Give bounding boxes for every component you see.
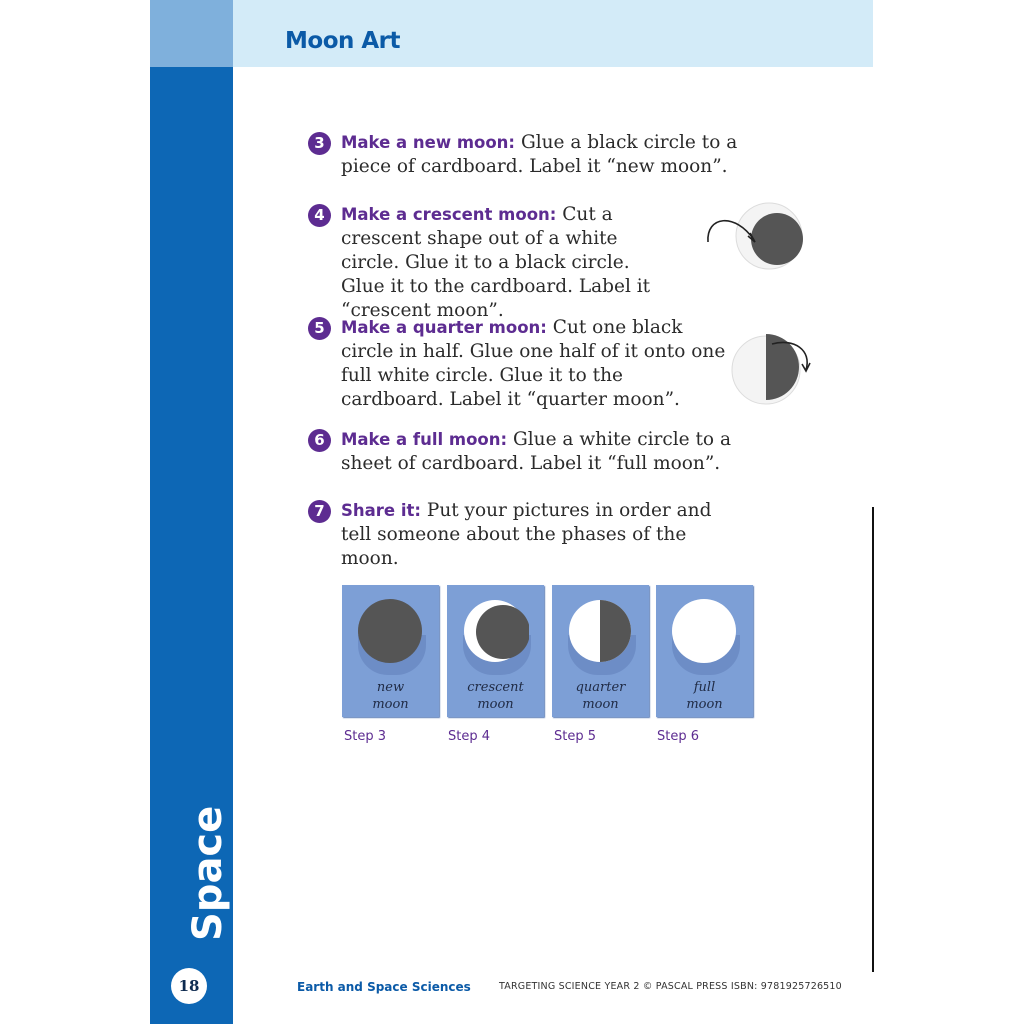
quarter-illustration bbox=[728, 330, 818, 412]
full-moon-disc bbox=[672, 599, 736, 663]
moon-card-new bbox=[342, 585, 439, 717]
label-line: moon bbox=[686, 697, 723, 712]
label-line: crescent bbox=[467, 680, 524, 695]
step-lead: Make a new moon: bbox=[341, 133, 516, 152]
crescent-moon-disc bbox=[463, 599, 529, 665]
moon-card-full bbox=[656, 585, 753, 717]
label-line: quarter bbox=[575, 680, 626, 695]
step-3 bbox=[308, 131, 738, 179]
label-line: new bbox=[376, 680, 405, 695]
crescent-illustration bbox=[700, 196, 810, 278]
step-number: 6 bbox=[308, 429, 331, 452]
label-line: moon bbox=[372, 697, 409, 712]
step-5 bbox=[308, 316, 728, 412]
step-text: Cut one black circle in half. Glue one half of it onto one full white circle. Glue it to the cardboard. Label it “quarter moon”. bbox=[341, 317, 726, 410]
quarter-moon-disc bbox=[568, 599, 634, 665]
caption-step-3: Step 3 bbox=[344, 729, 387, 744]
step-7 bbox=[308, 499, 738, 571]
step-number: 4 bbox=[308, 204, 331, 227]
footer-credit: TARGETING SCIENCE YEAR 2 © PASCAL PRESS ISBN: 9781925726510 bbox=[499, 981, 842, 992]
label-line: moon bbox=[477, 697, 514, 712]
card-label bbox=[552, 679, 649, 713]
step-text: Glue a black circle to a piece of cardboard. Label it “new moon”. bbox=[341, 132, 738, 177]
step-lead: Make a full moon: bbox=[341, 430, 508, 449]
step-text: Put your pictures in order and tell someone about the phases of the moon. bbox=[341, 500, 712, 569]
new-moon-disc bbox=[358, 599, 422, 663]
step-lead: Share it: bbox=[341, 501, 421, 520]
card-label bbox=[342, 679, 439, 713]
caption-step-6: Step 6 bbox=[657, 729, 700, 744]
step-6 bbox=[308, 428, 738, 476]
page-edge-line bbox=[872, 507, 874, 972]
footer-subject: Earth and Space Sciences bbox=[297, 980, 471, 994]
step-number: 3 bbox=[308, 132, 331, 155]
label-line: full bbox=[693, 680, 716, 695]
black-circle bbox=[476, 605, 529, 659]
black-circle bbox=[751, 213, 803, 265]
page-number: 18 bbox=[171, 968, 207, 1004]
moon-card-quarter bbox=[552, 585, 649, 717]
section-label: Space bbox=[185, 805, 231, 941]
step-lead: Make a quarter moon: bbox=[341, 318, 547, 337]
corner-block bbox=[150, 0, 233, 67]
step-number: 7 bbox=[308, 500, 331, 523]
caption-step-5: Step 5 bbox=[554, 729, 597, 744]
black-half bbox=[600, 600, 631, 662]
step-number: 5 bbox=[308, 317, 331, 340]
label-line: moon bbox=[582, 697, 619, 712]
step-lead: Make a crescent moon: bbox=[341, 205, 557, 224]
card-label bbox=[447, 679, 544, 713]
moon-card-crescent bbox=[447, 585, 544, 717]
card-label bbox=[656, 679, 753, 713]
page-title: Moon Art bbox=[285, 28, 401, 54]
step-text: Glue a white circle to a sheet of cardboard. Label it “full moon”. bbox=[341, 429, 731, 474]
step-text: Cut a crescent shape out of a white circle. Glue it to a black circle. Glue it to the cardboard. Label it “crescent moon”. bbox=[341, 204, 651, 321]
step-4 bbox=[308, 203, 678, 323]
caption-step-4: Step 4 bbox=[448, 729, 491, 744]
